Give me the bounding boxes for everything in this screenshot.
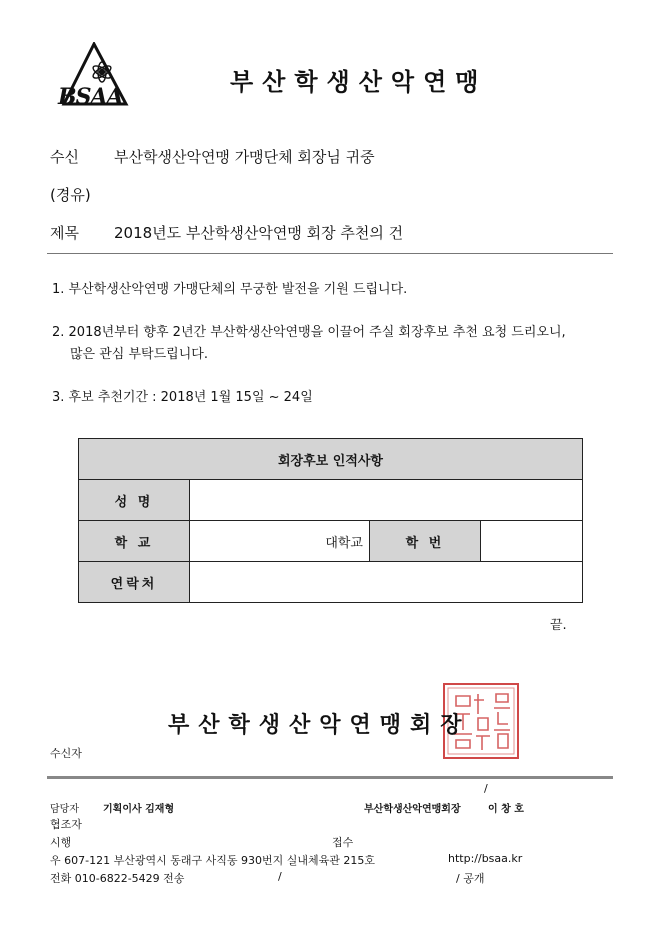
public-status: / 공개 [456, 872, 485, 885]
body-item: 1. 부산학생산악연맹 가맹단체의 무궁한 발전을 기원 드립니다. [52, 282, 408, 297]
body-item-continued: 많은 관심 부탁드립니다. [70, 347, 208, 362]
school-label: 학 교 [79, 521, 190, 562]
enforce-label: 시행 [50, 836, 72, 849]
subject-value: 2018년도 부산학생산악연맹 회장 추천의 건 [114, 224, 404, 242]
cooperator-label: 협조자 [50, 818, 82, 831]
divider [47, 253, 613, 254]
student-no-label: 학 번 [370, 521, 481, 562]
page-title: 부산학생산악연맹 [230, 68, 488, 96]
school-field[interactable] [190, 521, 370, 562]
chair-name: 이 창 호 [488, 804, 524, 815]
slash-mark: / [484, 782, 488, 795]
logo-text: BSAA [58, 84, 123, 110]
footer-org-name: 부산학생산악연맹회장 [168, 713, 471, 738]
address: 우 607-121 부산광역시 동래구 사직동 930번지 실내체육관 215호 [50, 854, 375, 867]
body-item: 2. 2018년부터 향후 2년간 부산학생산악연맹을 이끌어 주실 회장후보 추천 요청 드리오니, [52, 325, 566, 340]
school-suffix: 대학교 [325, 535, 363, 551]
via-label: (경유) [50, 186, 91, 204]
recipient-value: 부산학생산악연맹 가맹단체 회장님 귀중 [114, 148, 375, 166]
bsaa-logo-icon [56, 42, 144, 122]
subject-label: 제목 [50, 224, 79, 242]
phone: 전화 010-6822-5429 전송 [50, 872, 185, 885]
end-mark: 끝. [550, 618, 567, 633]
receiver-label: 수신자 [50, 747, 82, 760]
contact-field[interactable] [190, 562, 583, 603]
contact-label: 연락처 [79, 562, 190, 603]
receive-label: 접수 [332, 836, 354, 849]
fax-slash: / [278, 870, 282, 883]
footer-divider [47, 776, 613, 779]
website-link[interactable]: http://bsaa.kr [448, 852, 523, 865]
recipient-label: 수신 [50, 148, 79, 166]
name-field[interactable] [190, 480, 583, 521]
chair-label: 부산학생산악연맹회장 [364, 804, 461, 815]
staff-value: 기획이사 김재형 [103, 804, 175, 815]
staff-label: 담당자 [50, 804, 79, 815]
name-label: 성 명 [79, 480, 190, 521]
candidate-form-table [78, 438, 583, 603]
student-no-field[interactable] [481, 521, 583, 562]
body-item: 3. 후보 추천기간 : 2018년 1월 15일 ~ 24일 [52, 390, 313, 405]
form-title: 회장후보 인적사항 [79, 439, 583, 480]
